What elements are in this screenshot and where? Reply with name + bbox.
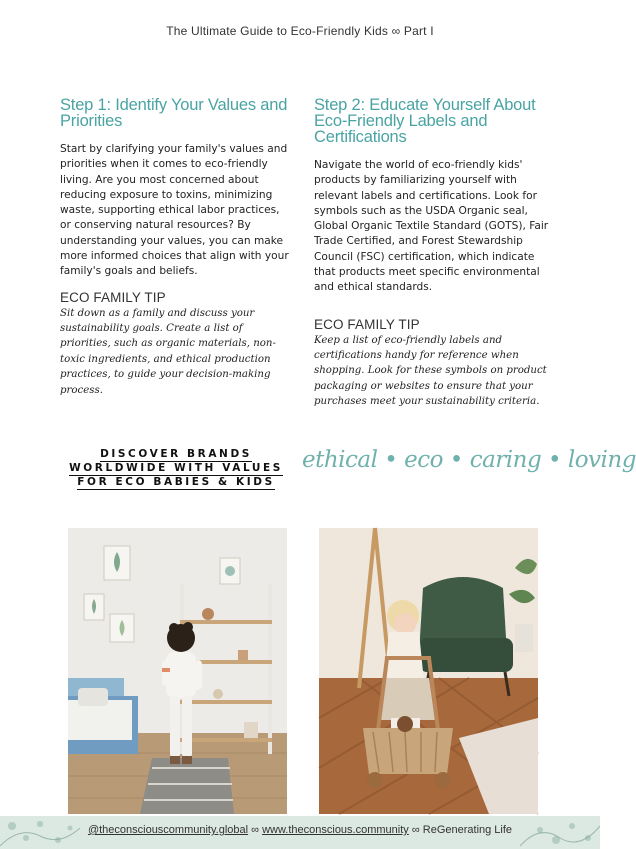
discover-line-1: DISCOVER BRANDS [100,448,252,460]
footer [0,816,600,849]
discover-line-3: FOR ECO BABIES & KIDS [77,476,275,488]
website-link[interactable]: www.theconscious.community [262,824,409,836]
step2-body: Navigate the world of eco-friendly kids' products by familiarizing yourself with relevant labels and certifications. Look for symbols such as the USDA Organic seal, Global Organic Textile Standard (GOTS), Fair Trade Certified, and Forest Stewardship Council (FSC) certification, which indicate that products meet specific environmental and ethical standards. [314,159,549,294]
step2-tip-text: Keep a list of eco-friendly labels and certifications handy for reference when shopping. Look for these symbols on product packaging or websites to ensure that your purchases meet your sustainability criteria. [314,334,547,408]
step1-section [60,97,292,398]
instagram-handle-link[interactable]: @theconsciouscommunity.global [87,824,249,836]
child-bedroom-photo [68,528,287,814]
step2-tip-title: ECO FAMILY TIP [314,316,420,332]
page-header: The Ultimate Guide to Eco-Friendly Kids ∞ Part I [166,24,434,38]
discover-line-2: WORLDWIDE WITH VALUES [69,462,283,474]
step1-title: Step 1: Identify Your Values and Priorities [60,96,288,130]
step1-tip-title: ECO FAMILY TIP [60,289,166,305]
footer-separator: ∞ [408,824,423,836]
step2-section [314,97,550,410]
footer-separator: ∞ [248,824,263,836]
step1-body: Start by clarifying your family's values and priorities when it comes to eco-friendly living. Are you most concerned about reducing exposure to toxins, minimizing waste, supporting ethical labor practices, or conserving natural resources? By understanding your values, you can make more informed choices that align with your family's goals and beliefs. [60,143,289,278]
values-script: ethical • eco • caring • loving [302,447,636,473]
footer-text [0,824,600,836]
discover-brands-link[interactable] [60,448,292,490]
step2-title: Step 2: Educate Yourself About Eco-Friendly Labels and Certifications [314,96,536,146]
footer-tagline: ReGenerating Life [422,824,513,836]
toddler-walker-photo [319,528,538,814]
step1-tip-text: Sit down as a family and discuss your sustainability goals. Create a list of priorities, such as organic materials, non-toxic ingredients, and ethical production practices, to guide your decision-making process. [60,307,276,396]
